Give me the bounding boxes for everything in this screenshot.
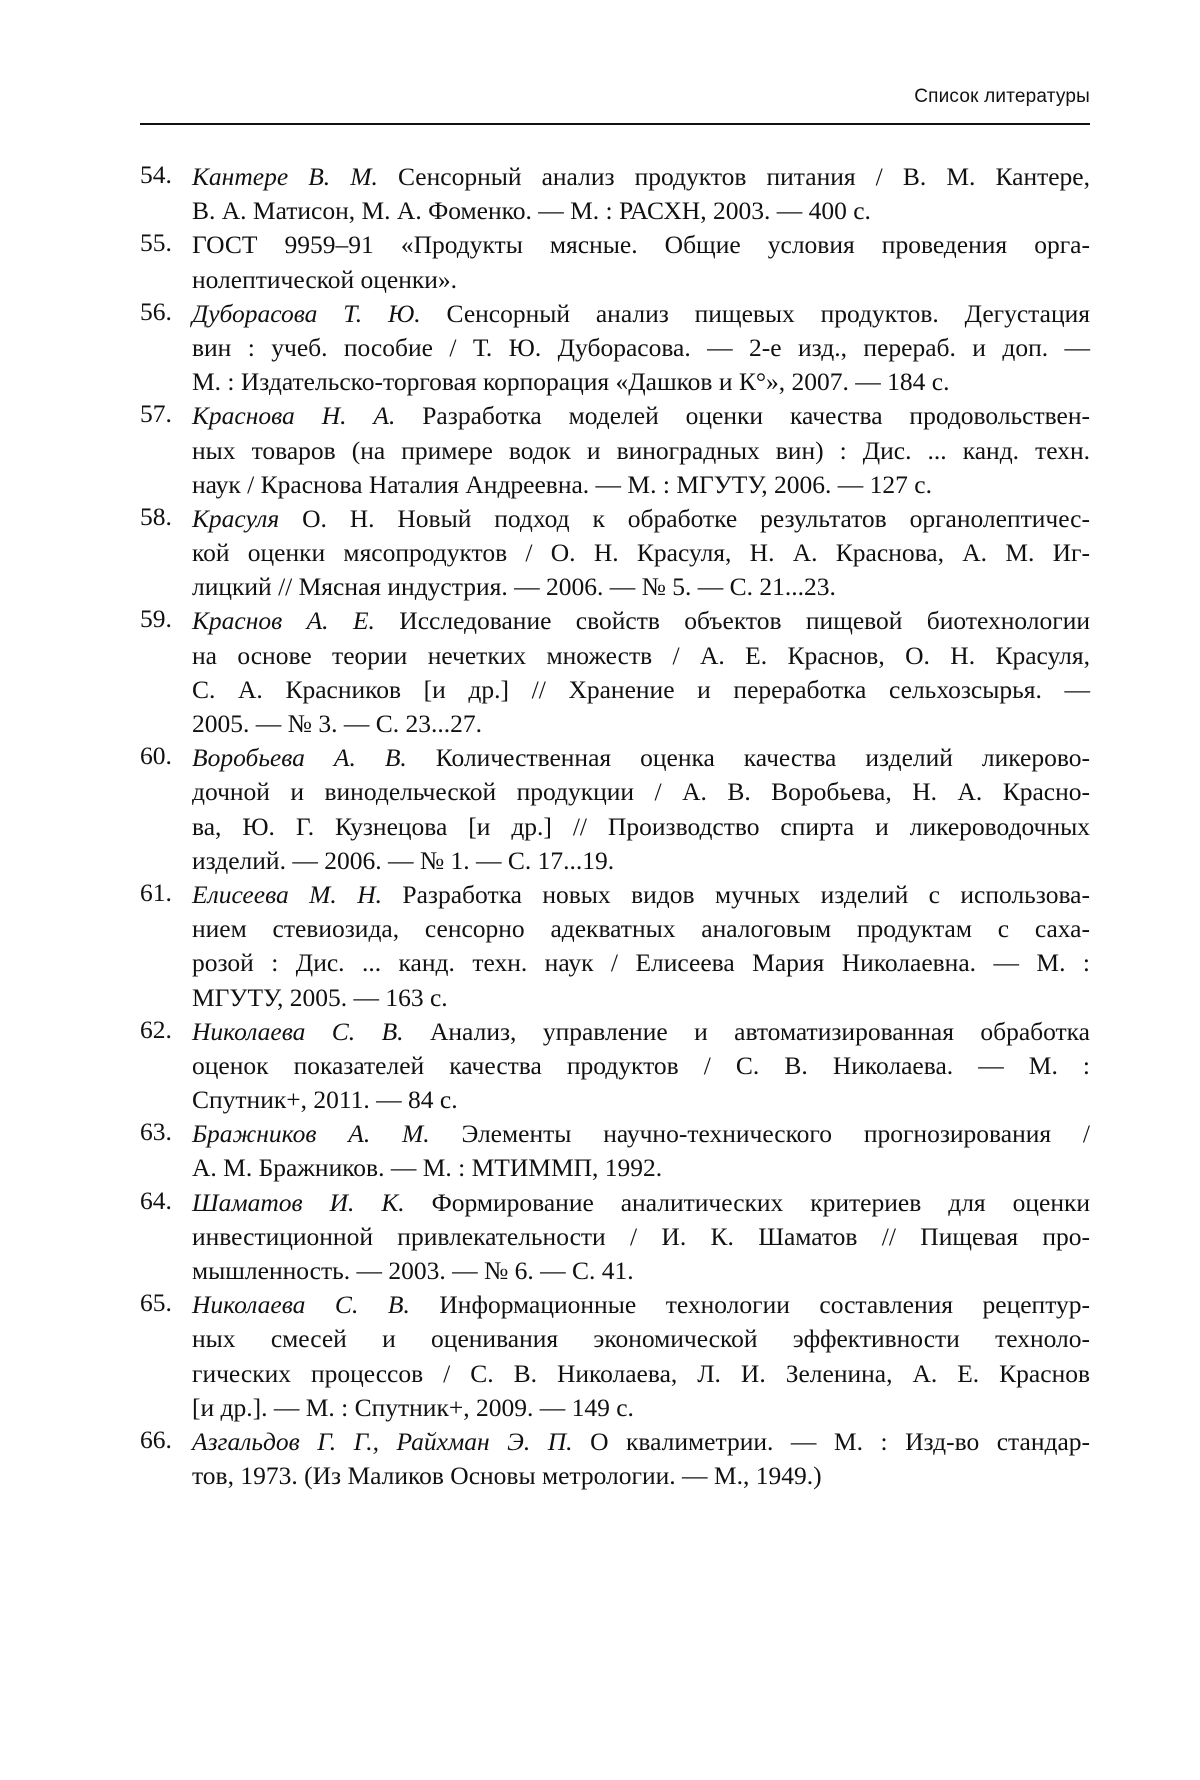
- reference-author: Дуборасова Т. Ю.: [192, 299, 421, 328]
- reference-author: Николаева С. В.: [192, 1290, 410, 1319]
- reference-author: Воробьева А. В.: [192, 743, 407, 772]
- reference-line: наук / Краснова Наталия Андреевна. — М. : МГУТУ, 2006. — 127 с.: [192, 468, 1090, 502]
- reference-author: Краснова Н. А.: [192, 401, 395, 430]
- reference-text: Исследование свойств объектов пищевой биотехнологии: [375, 606, 1090, 635]
- reference-item: [140, 160, 1090, 228]
- reference-line: ных товаров (на примере водок и виноградных вин) : Дис. ... канд. техн.: [192, 434, 1090, 468]
- reference-text: Информационные технологии составления рецептур-: [410, 1290, 1090, 1319]
- reference-number: 57.: [140, 399, 172, 429]
- reference-number: 56.: [140, 297, 172, 327]
- reference-line: изделий. — 2006. — № 1. — С. 17...19.: [192, 844, 1090, 878]
- reference-line: кой оценки мясопродуктов / О. Н. Красуля, Н. А. Краснова, А. М. Иг-: [192, 536, 1090, 570]
- header-rule: [140, 123, 1090, 125]
- reference-line: мышленность. — 2003. — № 6. — С. 41.: [192, 1254, 1090, 1288]
- reference-line: лицкий // Мясная индустрия. — 2006. — № 5. — С. 21...23.: [192, 570, 1090, 604]
- reference-text: О квалиметрии. — М. : Изд-во стандар-: [573, 1427, 1090, 1456]
- reference-line: [192, 1015, 1090, 1049]
- reference-number: 65.: [140, 1288, 172, 1318]
- reference-line: [192, 741, 1090, 775]
- reference-line: вин : учеб. пособие / Т. Ю. Дуборасова. — 2-е изд., перераб. и доп. —: [192, 331, 1090, 365]
- reference-text: ГОСТ 9959–91 «Продукты мясные. Общие условия проведения орга-: [192, 230, 1090, 259]
- reference-line: [192, 399, 1090, 433]
- reference-item: [140, 1186, 1090, 1289]
- reference-line: МГУТУ, 2005. — 163 с.: [192, 981, 1090, 1015]
- reference-number: 64.: [140, 1186, 172, 1216]
- reference-item: [140, 297, 1090, 400]
- reference-line: В. А. Матисон, М. А. Фоменко. — М. : РАСХН, 2003. — 400 с.: [192, 194, 1090, 228]
- reference-line: нолептической оценки».: [192, 263, 1090, 297]
- reference-line: ных смесей и оценивания экономической эффективности техноло-: [192, 1322, 1090, 1356]
- reference-text: Разработка моделей оценки качества продовольствен-: [395, 401, 1090, 430]
- reference-author: Елисеева М. Н.: [192, 880, 382, 909]
- reference-line: тов, 1973. (Из Маликов Основы метрологии. — М., 1949.): [192, 1459, 1090, 1493]
- reference-number: 60.: [140, 741, 172, 771]
- reference-item: [140, 1288, 1090, 1425]
- reference-author: Краснов А. Е.: [192, 606, 375, 635]
- reference-number: 55.: [140, 228, 172, 258]
- reference-item: [140, 228, 1090, 296]
- reference-item: [140, 1117, 1090, 1185]
- reference-item: [140, 1425, 1090, 1493]
- reference-list: [140, 160, 1090, 1493]
- reference-item: [140, 1015, 1090, 1118]
- reference-text: Элементы научно-технического прогнозирования /: [430, 1119, 1090, 1148]
- reference-line: [192, 160, 1090, 194]
- reference-text: Разработка новых видов мучных изделий с использова-: [382, 880, 1090, 909]
- reference-number: 58.: [140, 502, 172, 532]
- reference-line: гических процессов / С. В. Николаева, Л. И. Зеленина, А. Е. Краснов: [192, 1357, 1090, 1391]
- reference-text: Сенсорный анализ продуктов питания / В. М. Кантере,: [378, 162, 1090, 191]
- reference-line: [192, 604, 1090, 638]
- reference-number: 62.: [140, 1015, 172, 1045]
- reference-text: Анализ, управление и автоматизированная обработка: [404, 1017, 1090, 1046]
- reference-line: [192, 1288, 1090, 1322]
- reference-line: на основе теории нечетких множеств / А. Е. Краснов, О. Н. Красуля,: [192, 639, 1090, 673]
- reference-text: Количественная оценка качества изделий ликерово-: [407, 743, 1090, 772]
- reference-author: Кантере В. М.: [192, 162, 378, 191]
- reference-number: 59.: [140, 604, 172, 634]
- reference-line: [192, 1186, 1090, 1220]
- reference-text: Сенсорный анализ пищевых продуктов. Дегустация: [421, 299, 1090, 328]
- reference-line: ва, Ю. Г. Кузнецова [и др.] // Производство спирта и ликероводочных: [192, 810, 1090, 844]
- reference-item: [140, 502, 1090, 605]
- reference-line: [192, 502, 1090, 536]
- reference-line: [192, 1425, 1090, 1459]
- reference-line: инвестиционной привлекательности / И. К. Шаматов // Пищевая про-: [192, 1220, 1090, 1254]
- reference-line: С. А. Красников [и др.] // Хранение и переработка сельхозсырья. —: [192, 673, 1090, 707]
- reference-line: [192, 878, 1090, 912]
- reference-line: А. М. Бражников. — М. : МТИММП, 1992.: [192, 1151, 1090, 1185]
- reference-item: [140, 399, 1090, 502]
- reference-line: дочной и винодельческой продукции / А. В. Воробьева, Н. А. Красно-: [192, 775, 1090, 809]
- reference-number: 63.: [140, 1117, 172, 1147]
- reference-author: Николаева С. В.: [192, 1017, 404, 1046]
- reference-number: 54.: [140, 160, 172, 190]
- reference-item: [140, 604, 1090, 741]
- reference-line: [192, 1117, 1090, 1151]
- reference-line: розой : Дис. ... канд. техн. наук / Елисеева Мария Николаевна. — М. :: [192, 946, 1090, 980]
- reference-line: [192, 297, 1090, 331]
- running-head: Список литературы: [914, 86, 1090, 108]
- reference-author: Красуля: [192, 504, 279, 533]
- reference-item: [140, 741, 1090, 878]
- reference-line: Спутник+, 2011. — 84 с.: [192, 1083, 1090, 1117]
- reference-author: Азгальдов Г. Г., Райхман Э. П.: [192, 1427, 573, 1456]
- reference-text: Формирование аналитических критериев для оценки: [405, 1188, 1090, 1217]
- reference-number: 66.: [140, 1425, 172, 1455]
- reference-item: [140, 878, 1090, 1015]
- reference-line: 2005. — № 3. — С. 23...27.: [192, 707, 1090, 741]
- reference-author: Бражников А. М.: [192, 1119, 430, 1148]
- reference-line: [и др.]. — М. : Спутник+, 2009. — 149 с.: [192, 1391, 1090, 1425]
- reference-line: М. : Издательско-торговая корпорация «Дашков и К°», 2007. — 184 с.: [192, 365, 1090, 399]
- reference-number: 61.: [140, 878, 172, 908]
- reference-line: [192, 228, 1090, 262]
- reference-author: Шаматов И. К.: [192, 1188, 405, 1217]
- reference-text: О. Н. Новый подход к обработке результатов органолептичес-: [279, 504, 1090, 533]
- reference-line: нием стевиозида, сенсорно адекватных аналоговым продуктам с саха-: [192, 912, 1090, 946]
- reference-line: оценок показателей качества продуктов / С. В. Николаева. — М. :: [192, 1049, 1090, 1083]
